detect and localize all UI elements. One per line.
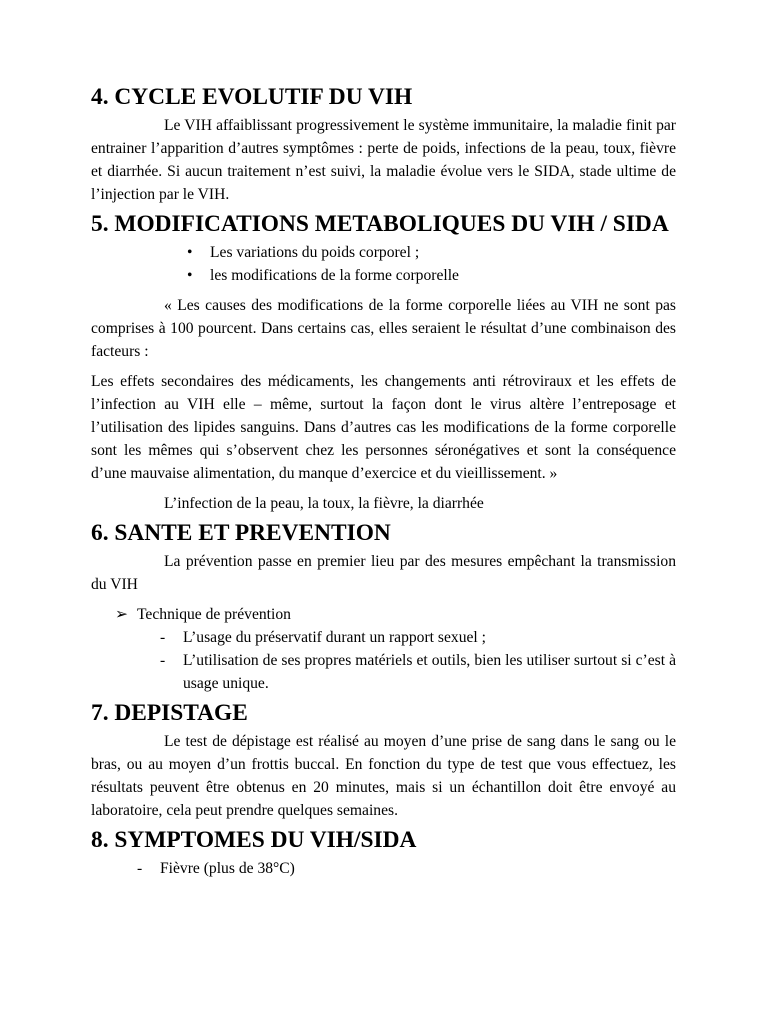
arrow-item-text: Technique de prévention	[137, 606, 291, 623]
list-item	[91, 264, 676, 287]
dash-item-text: Fièvre (plus de 38°C)	[160, 860, 295, 877]
list-item	[91, 857, 676, 880]
section-5-note: L’infection de la peau, la toux, la fièvre, la diarrhée	[164, 495, 484, 512]
bullet-icon: •	[187, 267, 193, 284]
section-7-paragraph: Le test de dépistage est réalisé au moyen d’une prise de sang dans le sang ou le bras, ou au moyen d’un frottis buccal. En fonction du type de test que vous effectuez, les résultats peuvent être obtenus en 20 minutes, mais si un échantillon doit être envoyé au laboratoire, cela peut prendre quelques semaines.	[91, 733, 676, 819]
section-6-paragraph: La prévention passe en premier lieu par des mesures empêchant la transmission du VIH	[91, 553, 676, 593]
section-6-dash-list	[91, 626, 676, 695]
list-item	[91, 626, 676, 649]
dash-bullet-icon: -	[160, 652, 166, 669]
section-7-heading: 7. DEPISTAGE	[91, 700, 248, 726]
section-4-paragraph: Le VIH affaiblissant progressivement le système immunitaire, la maladie finit par entrainer l’apparition d’autres symptômes : perte de poids, infections de la peau, toux, fièvre et diarrhée. Si aucun traitement n’est suivi, la maladie évolue vers le SIDA, stade ultime de l’injection par le VIH.	[91, 117, 676, 203]
bullet-text: Les variations du poids corporel ;	[210, 244, 420, 261]
dash-bullet-icon: -	[160, 629, 166, 646]
section-4-heading: 4. CYCLE EVOLUTIF DU VIH	[91, 84, 413, 110]
list-item	[91, 241, 676, 264]
arrow-bullet-icon: ➢	[115, 606, 129, 623]
section-5-quote-intro: « Les causes des modifications de la forme corporelle liées au VIH ne sont pas comprises à 100 pourcent. Dans certains cas, elles seraient le résultat d’une combinaison des facteurs :	[91, 297, 676, 360]
section-8-heading: 8. SYMPTOMES DU VIH/SIDA	[91, 827, 417, 853]
list-item	[91, 603, 676, 626]
dash-item-text: L’utilisation de ses propres matériels et outils, bien les utiliser surtout si c’est à usage unique.	[183, 652, 676, 692]
bullet-icon: •	[187, 244, 193, 261]
bullet-text: les modifications de la forme corporelle	[210, 267, 459, 284]
section-5-quote-body: Les effets secondaires des médicaments, les changements anti rétroviraux et les effets de l’infection au VIH elle – même, surtout la façon dont le virus altère l’entreposage et l’utilisation des lipides sanguins. Dans d’autres cas les modifications de la forme corporelle sont les mêmes qui s’observent chez les personnes séronégatives et sont la conséquence d’une mauvaise alimentation, du manque d’exercice et du vieillissement. »	[91, 373, 676, 482]
list-item	[91, 649, 676, 695]
section-5-bullet-list	[91, 241, 676, 287]
document-body	[91, 86, 676, 880]
section-8-dash-list	[91, 857, 676, 880]
section-5-heading: 5. MODIFICATIONS METABOLIQUES DU VIH / SIDA	[91, 211, 669, 237]
section-6-heading: 6. SANTE ET PREVENTION	[91, 520, 391, 546]
section-6-arrow-list	[91, 603, 676, 626]
dash-item-text: L’usage du préservatif durant un rapport sexuel ;	[183, 629, 486, 646]
dash-bullet-icon: -	[137, 860, 143, 877]
